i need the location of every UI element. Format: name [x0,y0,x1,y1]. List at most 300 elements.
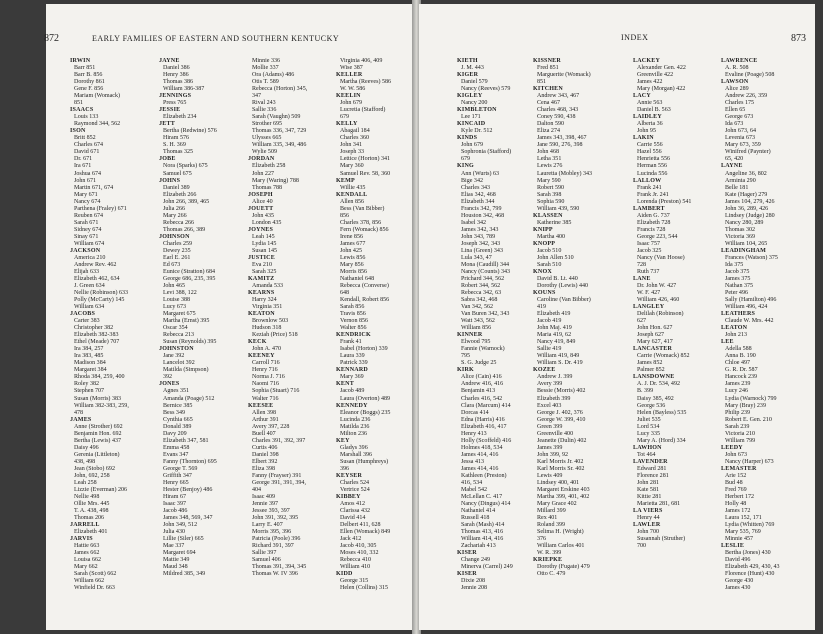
index-surname: KINDS [457,135,478,142]
index-entry: Florence 281 [637,472,669,479]
index-entry: Claude W. Mrs. 442 [725,318,774,325]
index-entry: 419 [537,304,547,311]
index-surname: JESSIE [159,107,181,114]
index-surname: KISER [457,550,477,557]
index-entry: John 673 [725,451,748,458]
index-entry: Thomas 391, 394, 345 [252,564,307,571]
index-entry: Hester (Benjoy) 486 [163,486,213,493]
index-entry: Mary 266 [163,212,187,219]
index-entry: Mildred 385, 349 [163,571,206,578]
index-entry: William 856 [461,325,492,332]
index-entry: George 391, 391, 394, [252,479,306,486]
index-entry: Jennie 208 [461,585,488,592]
index-entry: Willie 435 [340,184,366,191]
index-entry: Angeline 36, 802 [725,170,767,177]
index-entry: David B. Lt. 440 [537,275,578,282]
index-entry: Rex 401 [537,515,558,522]
index-entry: James 422 [637,79,663,86]
index-entry: James 414, 416 [461,451,499,458]
index-surname: KITCHEN [533,86,563,93]
index-surname: LEE [721,339,734,346]
index-entry: Sallie 397 [252,550,277,557]
index-surname: LANCASTER [633,346,673,353]
index-entry: Sidney 674 [74,226,102,233]
index-column [633,58,716,624]
index-entry: John 227 [252,170,275,177]
index-surname: LEEDY [721,444,743,451]
index-entry: Sarah 671 [74,219,99,226]
index-entry: Jennie 397 [252,500,279,507]
left-page [46,4,414,630]
index-entry: David 414 [340,515,366,522]
index-entry: Juliet 535 [637,416,661,423]
index-entry: James 239 [725,381,751,388]
index-entry: Curtis 406 [252,444,278,451]
index-entry: Thomas 325 [163,149,194,156]
index-entry: Fanny (Thornton) 695 [163,458,217,465]
index-entry: Mary (Morgan) 422 [637,86,686,93]
index-entry: Charles 343 [461,184,491,191]
index-entry: Charles 378, 856 [340,219,382,226]
index-entry: William 662 [74,578,105,585]
index-surname: LALLOW [633,177,662,184]
index-entry: William 104, 265 [725,240,768,247]
index-column [533,58,617,624]
index-entry: Wylie 509 [252,149,277,156]
index-surname: KOZEE [533,367,556,374]
index-entry: Russell 418 [461,515,490,522]
index-entry: Annie 563 [637,100,663,107]
right-page-number: 873 [791,33,806,44]
index-entry: John 349, 512 [163,522,198,529]
index-entry: 416, 534 [461,479,483,486]
index-entry: Frances (Watson) 375 [725,254,778,261]
index-surname: KENT [336,381,354,388]
index-entry: James 430 [725,585,751,592]
index-surname: LAKIN [633,135,654,142]
index-entry: 856 [340,212,350,219]
index-surname: KNOX [533,268,552,275]
index-entry: Brownlow 503 [252,318,289,325]
index-entry: 728 [637,261,647,268]
index-surname: JOUETT [248,205,274,212]
index-entry: Sarah 239 [725,423,750,430]
index-entry: Henry 386 [163,72,189,79]
index-entry: Gladys 396 [340,444,368,451]
index-entry: Keziah (Price) 518 [252,332,298,339]
index-entry: William 335, 349, 486 [252,142,307,149]
index-entry: Harry 324 [252,297,277,304]
index-entry: Hiram 576 [163,135,190,142]
index-entry: Larry E. 407 [252,522,283,529]
index-entry: Jessee 393, 397 [252,508,290,514]
index-entry: John 341 [340,142,363,149]
index-entry: Elizabeth 401 [74,529,108,536]
index-entry: John 700 [637,529,660,536]
index-entry: Charles 524 [340,479,370,486]
index-entry: John 343, 789 [461,233,496,240]
index-surname: JOSEPH [248,191,273,198]
index-entry: Sallie 419 [537,346,562,353]
index-entry: Bessie (Morris) 402 [537,388,586,395]
index-entry: Daniel 579 [461,79,488,86]
index-entry: 438, 498 [74,458,96,465]
index-entry: Kendall, Robert 856 [340,297,390,304]
index-entry: Benjamin Hon. 692 [74,430,122,437]
index-entry: Alice 40 [252,198,273,205]
index-entry: Change 249 [461,557,491,564]
index-entry: Mary 627, 417 [637,339,673,346]
index-entry: Ruth 737 [637,268,660,275]
index-entry: Kittie 281 [637,493,662,500]
index-entry: Charles 175 [725,100,755,107]
index-entry: Herbert 172 [725,493,755,500]
index-surname: ISON [70,128,86,135]
index-entry: Dorcas 414 [461,409,489,416]
index-entry: Jean (Stobo) 692 [74,465,115,472]
index-surname: KELLY [336,121,358,128]
index-entry: Holly 48 [725,500,747,507]
index-entry: Lucy 673 [163,304,187,311]
index-entry: Chloe 497 [725,360,751,367]
index-entry: Sophronia (Stafford) [461,149,512,156]
index-entry: Ethel (Meade) 707 [74,339,120,346]
index-surname: LAYNE [721,163,743,170]
index-entry: Jacob 410, 305 [340,543,377,550]
index-entry: Nathaniel 414 [461,508,496,514]
index-entry: Bess 349 [163,409,186,416]
index-entry: Louisa 662 [74,557,102,564]
index-entry: James 343, 398, 467 [537,135,587,142]
index-entry: Jacob 375 [725,268,750,275]
index-entry: Lorenda (Preston) 541 [637,198,692,205]
index-entry: Arthur 391 [252,416,279,423]
index-entry: Mary (Bray) 239 [725,402,766,409]
index-entry: Polly (McCarty) 145 [74,297,125,304]
index-entry: Agnes 351 [163,388,190,395]
index-entry: J. M. 443 [461,65,484,72]
index-entry: Bertha (Redwine) 576 [163,128,217,135]
index-entry: Jacob 419 [537,318,562,325]
right-page-header [621,33,648,42]
index-entry: Laura 152, 171 [725,515,762,522]
index-surname: LEADINGHAM [721,247,767,254]
index-surname: KINNER [457,332,483,339]
index-entry: Charles 674 [74,142,104,149]
index-entry: John 671 [74,177,97,184]
index-entry: William 419, 849 [537,353,580,360]
index-entry: S. G. Judge 25 [461,360,497,367]
index-entry: William 634 [74,304,105,311]
index-entry: Mary 360 [340,163,364,170]
index-entry: Lillie (Siler) 665 [163,536,204,543]
index-entry: 679 [340,114,350,121]
index-entry: Lindsey 400, 401 [537,479,580,486]
index-entry: Martha (Reeves) 586 [340,79,392,86]
index-entry: Dr. John W. 427 [637,283,677,289]
index-entry: Greenville 422 [637,72,674,79]
index-entry: Robert 590 [537,184,565,191]
index-surname: LACY [633,93,651,100]
index-entry: Amos 412 [340,500,366,507]
index-entry: James 852 [637,360,663,367]
index-entry: Gene F. 856 [74,86,104,93]
index-entry: Jacob 486 [163,508,188,514]
index-entry: Susannah (Struther) [637,536,686,543]
index-entry: John Maj. 419 [537,325,572,332]
index-entry: Isaac 409 [252,493,276,500]
index-entry: 396 [340,465,350,472]
index-surname: KEELIN [336,93,361,100]
index-entry: A. R. 508 [725,65,749,72]
index-surname: KIGER [457,72,479,79]
index-entry: Ira 671 [74,163,92,170]
index-entry: Mary 535, 769 [725,529,761,536]
index-entry: Ann (Wurts) 63 [461,170,500,177]
index-entry: Robert E. Gen. 210 [725,416,772,423]
index-surname: JORDAN [248,156,275,163]
index-entry: John 435 [252,212,275,219]
index-surname: KNOPP [533,240,556,247]
index-entry: Ellen (Womack) 849 [340,529,391,536]
index-entry: George 673 [725,114,754,121]
index-entry: Wise 387 [340,65,363,72]
index-entry: 851 [537,79,547,86]
index-surname: KIBBEY [336,493,361,500]
index-entry: Elizabeth 419 [537,311,571,318]
index-entry: Evans 347 [163,451,189,458]
index-entry: Julia 266 [163,205,186,212]
index-entry: Nora (Sparks) 675 [163,163,208,170]
index-entry: Helen (Bayless) 535 [637,409,687,416]
index-surname: LANE [633,275,651,282]
index-entry: Ora (Adams) 486 [252,72,295,79]
index-entry: Katherine 385 [537,219,572,226]
index-surname: JACOBS [70,311,96,318]
index-entry: Susan (Reynolds) 395 [163,339,217,346]
index-entry: Arie 152 [725,472,747,479]
index-entry: Anna B. 190 [725,353,756,360]
index-entry: Walter 856 [340,325,367,332]
index-entry: Jacob 325 [637,247,662,254]
index-entry: Herman 556 [637,163,668,170]
index-surname: ISAACS [70,107,94,114]
index-entry: Aiden G. 737 [637,212,670,219]
index-entry: Maria 419, 62 [537,332,572,339]
index-surname: KIGLEY [457,93,483,100]
index-entry: Rebecca 410 [340,557,372,564]
index-entry: Benjamin 413 [461,388,496,395]
index-entry: Thomas 206 [74,515,105,522]
index-entry: Houston 342, 468 [461,212,505,219]
index-entry: Dorothy 861 [74,79,105,86]
index-entry: Strother 695 [252,121,283,128]
index-surname: KENDRICK [336,332,371,339]
index-entry: Roley 382 [74,381,100,388]
index-entry: Victoria 210 [725,430,756,437]
index-entry: Barr B. 856 [74,72,103,79]
index-entry: George T. 569 [163,465,198,472]
index-entry: Sabra 342, 468 [461,297,498,304]
index-entry: Fred 769 [725,486,747,493]
index-entry: John 95 [637,128,656,135]
index-entry: Carroll 716 [252,360,280,367]
index-entry: Alexander Gen. 422 [637,65,686,72]
index-entry: Mary A. (Hord) 334 [637,437,686,444]
index-entry: William 386-387 [163,86,205,93]
index-entry: Louise 388 [163,297,191,304]
index-entry: Levenia 673 [725,135,756,142]
index-entry: Minerva (Carrel) 249 [461,564,513,571]
index-entry: Elias 342, 468 [461,191,496,198]
index-surname: KELLER [336,72,363,79]
index-entry: Avery 397, 228 [252,423,290,430]
index-entry: Daniel 398 [252,451,279,458]
index-entry: Margaret Erskine 403 [537,486,590,493]
index-surname: KINCAID [457,121,486,128]
index-entry: Clarissa 432 [340,508,371,514]
index-entry: Laura (Overton) 489 [340,395,391,402]
index-entry: Rhoda 384, 259, 400 [74,374,125,381]
index-entry: Sophia (Stuart) 716 [252,388,300,395]
index-entry: Marietta 281, 681 [637,500,681,507]
index-entry: Amanda (Poage) 512 [163,395,215,402]
index-entry: Patricia (Poole) 396 [252,536,301,543]
index-entry: Davy 209 [163,430,187,437]
index-surname: KIDD [336,571,353,578]
index-entry: James 662 [74,550,100,557]
index-entry: Bertha (Jones) 430 [725,550,771,557]
index-surname: JAYNE [159,58,180,64]
index-entry: Bernice 385 [163,402,193,409]
index-entry: S. H. 369 [163,142,186,149]
index-column [70,58,152,624]
index-entry: Walter 716 [252,395,279,402]
index-entry: Fanny (Frayser) 391 [252,472,302,479]
index-entry: Lydia (Warnock) 799 [725,395,777,402]
index-entry: Ira 383, 485 [74,353,104,360]
index-surname: KLASSEN [533,212,563,219]
index-entry: Susan (Humphreys) [340,458,389,465]
index-entry: Martin 671, 674 [74,184,114,191]
index-entry: John 391, 392, 395 [252,515,299,522]
index-surname: JETT [159,121,175,128]
index-entry: Amanda 533 [252,283,284,289]
index-entry: Sarah (Scott) 662 [74,571,117,578]
index-surname: KECK [248,339,267,346]
left-running-title: EARLY FAMILIES OF EASTERN AND SOUTHERN KENTUCKY [92,34,340,43]
index-entry: Madison 384 [74,360,106,367]
index-surname: JOHNSTON [159,346,194,353]
index-entry: Ed 673 [163,261,181,268]
index-entry: Lancelot 392 [163,360,195,367]
index-entry: Arminta 290 [725,177,756,184]
index-surname: LEATON [721,325,748,332]
index-entry: George 536 [637,402,666,409]
index-entry: Elizabeth 344 [461,198,495,205]
index-entry: Jane 392 [163,353,185,360]
index-entry: 65, 420 [725,156,744,163]
index-entry: William S. Dr. 419 [537,360,583,367]
index-entry: Lettice (Horton) 341 [340,156,391,163]
index-entry: Elizabeth 399 [537,395,571,402]
index-entry: Henry 716 [252,367,278,374]
index-entry: Virginia 406, 409 [340,58,383,64]
index-entry: Stephen 707 [74,388,105,395]
index-entry: John 213 [725,332,748,339]
index-entry: Virginia 351 [252,304,283,311]
index-entry: Edna (Harris) 416 [461,416,505,423]
index-entry: Louis 133 [74,114,99,121]
index-entry: Nancy 280, 289 [725,219,764,226]
index-entry: Hudson 318 [252,325,282,332]
index-entry: James 342, 343 [461,226,499,233]
index-entry: Charles 391, 392, 397 [252,437,306,444]
index-entry: William 496, 424 [725,304,768,311]
index-column [248,58,332,624]
index-column [721,58,813,624]
index-entry: Peter 496 [725,290,749,297]
index-entry: Greenville 400 [537,430,574,437]
index-entry: Moses 410, 332 [340,550,379,557]
index-entry: Mollie 337 [252,65,279,72]
index-entry: Nellie 498 [74,493,100,500]
index-entry: Jessa 413 [461,458,485,465]
index-entry: 392 [163,374,173,381]
index-entry: 347 [252,93,262,100]
index-entry: Adella 588 [725,346,752,353]
index-entry: Eva 210 [252,261,272,268]
index-entry: Caroline (Van Bibber) [537,297,591,304]
index-entry: Lucinda 556 [637,170,668,177]
index-entry: Cena 467 [537,100,561,107]
index-surname: JOBE [159,156,176,163]
index-entry: Andrew 416, 416 [461,381,504,388]
index-surname: LAWSON [721,79,749,86]
index-entry: Bige 342 [461,177,484,184]
index-entry: Dr. 671 [74,156,93,163]
index-surname: JONES [159,381,180,388]
index-entry: Nathaniel 648 [340,275,375,282]
index-entry: Charles 416, 542 [461,395,503,402]
index-entry: John 281 [637,479,660,486]
index-entry: John 679 [340,100,363,107]
index-surname: KNIPP [533,226,553,233]
index-surname: LAIDLEY [633,114,662,121]
index-entry: Raymond 344, 562 [74,121,121,128]
index-entry: Daniel 386 [163,65,190,72]
index-entry: Carrie 556 [637,142,663,149]
index-entry: Kyle Dr. 512 [461,128,493,135]
index-entry: Nancy (Reeves) 579 [461,86,511,93]
index-entry: John 465 [163,283,186,289]
index-surname: KEYSER [336,472,363,479]
index-entry: Delilah (Robinson) [637,311,684,318]
index-surname: KIMBLETON [457,107,497,114]
index-entry: Daisy 496 [74,444,99,451]
index-entry: Bud 48 [725,479,743,486]
index-entry: Watt 343, 562 [461,318,495,325]
index-entry: Leah 145 [252,233,275,240]
index-entry: Elizabeth 266 [163,191,197,198]
index-entry: Avery 399 [537,381,563,388]
index-entry: James 677 [340,240,366,247]
index-entry: John A. 470 [252,346,282,353]
index-entry: Marshall 396 [340,451,373,458]
index-surname: LANGLEY [633,304,665,311]
index-entry: Sarah 398 [537,191,562,198]
index-entry: Frank 241 [637,184,662,191]
